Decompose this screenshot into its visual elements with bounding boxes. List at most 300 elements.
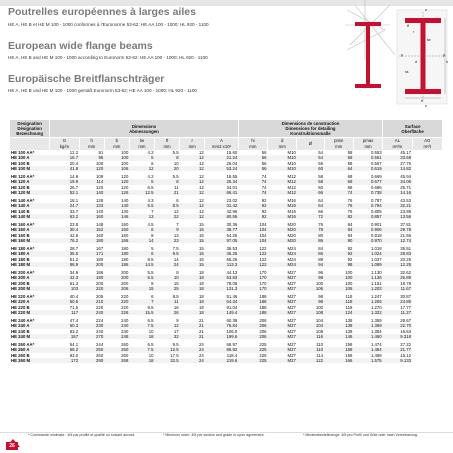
table-cell: 118.4 <box>226 352 238 358</box>
column-header <box>180 138 205 151</box>
table-row <box>10 203 443 208</box>
table-cell: 0.567 <box>370 160 382 166</box>
table-cell: 100 <box>315 280 324 286</box>
table-row <box>10 358 443 363</box>
section-designation: HE 220 A <box>10 299 50 304</box>
table-cell: 24.7 <box>50 203 79 208</box>
table-cell: 24 <box>198 352 204 358</box>
table-cell: 160 <box>104 227 129 232</box>
table-cell: 6 <box>151 294 154 299</box>
section-designation: HE 220 B <box>11 304 30 310</box>
section-designation: HE 160 AA* <box>11 222 35 227</box>
table-cell: 97.05 <box>205 238 239 243</box>
table-cell: 186 <box>96 270 104 275</box>
table-cell: 53.83 <box>205 275 239 280</box>
table-cell: 8 <box>154 179 179 184</box>
table-cell: 248 <box>104 334 129 339</box>
table-cell: 15 <box>173 280 179 286</box>
table-cell: 12 <box>198 198 204 203</box>
table-cell: 9 <box>176 318 179 323</box>
table-row <box>10 155 443 160</box>
table-cell: 0.669 <box>370 174 382 179</box>
table-cell: 5 <box>129 179 154 184</box>
table-cell: 7 <box>176 222 179 227</box>
table-cell: 74 <box>324 190 353 195</box>
table-cell: 120 <box>79 166 104 171</box>
table-cell: 8.5 <box>172 294 179 299</box>
section-designation: HE 180 AA* <box>11 246 35 251</box>
table-cell: M20 <box>268 227 297 232</box>
table-cell: M27 <box>268 310 297 315</box>
table-cell: 100 <box>104 155 129 160</box>
table-row <box>10 233 443 238</box>
table-cell: 170 <box>238 286 267 291</box>
table-cell: 12 <box>180 203 205 208</box>
table-cell: M10 <box>287 150 296 155</box>
table-cell: 225 <box>259 342 267 347</box>
table-cell: M27 <box>268 334 297 339</box>
table-cell: 148 <box>96 222 104 227</box>
column-unit: mm <box>138 144 146 149</box>
table-cell: 23 <box>154 238 179 243</box>
table-cell: M27 <box>268 299 297 304</box>
table-cell: 10 <box>148 352 154 358</box>
table-cell: 200 <box>121 270 129 275</box>
section-designation: HE 200 B <box>11 280 30 286</box>
column-header <box>383 138 412 151</box>
table-cell: 37.81 <box>400 222 412 227</box>
table-cell: 22.70 <box>383 323 412 328</box>
table-row <box>10 257 443 262</box>
table-cell: 1.369 <box>353 323 382 328</box>
section-designation: HE 160 M <box>10 238 50 243</box>
table-cell: 1.575 <box>353 358 382 363</box>
table-cell: 122 <box>259 246 267 251</box>
table-cell: 5 <box>151 246 154 251</box>
table-cell: 220 <box>121 304 129 310</box>
table-cell: 138 <box>324 323 353 328</box>
table-cell: 122 <box>259 256 267 262</box>
table-cell: 47.4 <box>69 318 79 323</box>
table-cell: 108 <box>297 310 324 315</box>
column-unit: m²/m <box>392 144 403 149</box>
table-cell: 186 <box>104 262 129 267</box>
dim-d-label: d <box>415 60 417 64</box>
table-cell: 13.56 <box>383 214 412 219</box>
table-cell: 0.677 <box>353 179 382 184</box>
table-cell: 17.5 <box>170 352 179 358</box>
table-cell: M27 <box>287 270 296 275</box>
table-cell: 13 <box>173 232 179 238</box>
table-cell: 61.3 <box>69 280 79 286</box>
section-designation: HE 240 M <box>10 334 50 339</box>
table-cell: 30.36 <box>226 222 238 227</box>
table-cell: 21.24 <box>205 155 239 160</box>
table-cell: 116 <box>297 334 324 339</box>
table-cell: 4.3 <box>147 198 154 203</box>
table-cell: 100 <box>121 150 129 155</box>
table-cell: 0.794 <box>353 203 382 208</box>
table-cell: 170 <box>259 270 267 275</box>
table-cell: 54.25 <box>226 232 238 238</box>
table-cell: 4.2 <box>147 150 154 155</box>
column-symbol: b <box>115 138 118 143</box>
table-cell: 24.85 <box>383 299 412 304</box>
table-cell: M20 <box>268 238 297 243</box>
table-cell: 6 <box>129 251 154 256</box>
table-cell: 12 <box>198 208 204 214</box>
table-cell: 12 <box>180 179 205 184</box>
table-cell: 103 <box>50 286 79 291</box>
table-cell: 32.21 <box>383 203 412 208</box>
table-cell: 120 <box>104 179 129 184</box>
table-cell: 100 <box>96 160 104 166</box>
table-cell: 30.4 <box>50 227 79 232</box>
table-cell: 10 <box>148 328 154 334</box>
table-cell: 56 <box>238 155 267 160</box>
table-cell: 200 <box>104 275 129 280</box>
table-cell: 45.17 <box>400 150 412 155</box>
table-cell: 1.460 <box>353 334 382 339</box>
dim-r-label: r <box>413 30 415 34</box>
table-cell: 92 <box>238 214 267 219</box>
title-french: Poutrelles européennes à larges ailes <box>8 6 196 18</box>
table-cell: 20 <box>154 166 179 171</box>
table-cell: 180 <box>104 251 129 256</box>
table-cell: 21.77 <box>383 347 412 352</box>
footnote-german: * Mindestbestellmenge: 40t pro Profil und Güte oder nach Vereinbarung. <box>303 433 418 437</box>
section-designation: HE 260 A <box>10 347 50 352</box>
table-cell: 40.4 <box>69 294 79 299</box>
table-cell: 18 <box>129 358 154 363</box>
table-cell: 84 <box>318 246 324 251</box>
table-cell: 68 <box>324 179 353 184</box>
table-cell: 38.77 <box>205 227 239 232</box>
table-cell: 9.318 <box>383 334 412 339</box>
table-cell: 260 <box>96 352 104 358</box>
table-cell: 14.5 <box>129 262 154 267</box>
section-designation: HE 180 B <box>11 256 30 262</box>
table-cell: 6 <box>176 198 179 203</box>
table-cell: 210 <box>79 299 104 304</box>
table-cell: 206 <box>259 318 267 323</box>
table-row <box>10 275 443 280</box>
table-cell: 9.133 <box>383 358 412 363</box>
table-row <box>10 323 443 328</box>
table-cell: 126 <box>104 190 129 195</box>
section-designation: HE 120 AA* <box>11 174 35 179</box>
table-cell: 260 <box>121 342 129 347</box>
table-cell: 140 <box>121 208 129 214</box>
table-cell: 18.1 <box>69 198 79 203</box>
table-cell: 64 <box>318 198 324 203</box>
dim-tf-label: tf <box>407 24 409 28</box>
table-cell: 74 <box>261 174 267 179</box>
table-cell: 7 <box>151 208 154 214</box>
table-cell: 98 <box>297 275 324 280</box>
axis-z-label-bottom: z <box>425 103 427 108</box>
header-dimensions: Dimensions Abmessungen <box>50 120 238 138</box>
table-cell: 5.5 <box>172 174 179 179</box>
table-cell: 34.6 <box>69 270 79 275</box>
table-cell: 17.77 <box>400 304 412 310</box>
table-cell: 66.41 <box>205 190 239 195</box>
table-cell: 131.3 <box>205 286 239 291</box>
table-cell: 16.12 <box>400 352 412 358</box>
section-designation: HE 200 M <box>10 286 50 291</box>
table-cell: 83.2 <box>69 328 79 334</box>
table-cell: 1.384 <box>370 328 382 334</box>
table-cell: 146 <box>324 334 353 339</box>
table-cell: 60 <box>318 184 324 190</box>
table-cell: 4.2 <box>147 174 154 179</box>
table-cell: 0.970 <box>353 238 382 243</box>
table-cell: 29.78 <box>383 227 412 232</box>
table-cell: 19.9 <box>50 179 79 184</box>
table-cell: 88 <box>318 256 324 262</box>
table-cell: 220 <box>104 299 129 304</box>
table-cell: 9.5 <box>147 304 154 310</box>
table-cell: 146 <box>104 214 129 219</box>
table-group-header-row <box>10 120 443 138</box>
table-cell: 18 <box>180 299 205 304</box>
table-row <box>10 353 443 358</box>
table-cell: 36.53 <box>226 246 238 251</box>
table-cell: 53.24 <box>205 166 239 171</box>
section-designation: HE 140 M <box>10 214 50 219</box>
table-cell: 200 <box>79 262 104 267</box>
table-cell: 24 <box>180 358 205 363</box>
table-cell: 80 <box>318 232 324 238</box>
table-cell: 14.82 <box>383 166 412 171</box>
table-cell: 0.619 <box>353 166 382 171</box>
column-header <box>324 138 353 151</box>
table-cell: 26.04 <box>226 160 238 166</box>
section-designation: HE 180 A <box>10 251 50 256</box>
column-unit: m²/t <box>423 144 431 149</box>
table-cell: 206 <box>238 323 267 328</box>
table-cell: 220 <box>79 286 104 291</box>
table-cell: 58 <box>324 155 353 160</box>
section-designation: HE 100 AA* <box>11 150 35 155</box>
table-cell: 14.16 <box>383 190 412 195</box>
column-header <box>205 138 239 151</box>
column-symbol: AL <box>394 138 400 143</box>
table-cell: 22 <box>154 214 179 219</box>
column-header <box>297 138 324 151</box>
table-column-header-row <box>10 138 443 151</box>
table-cell: 12 <box>173 208 179 214</box>
table-cell: 240 <box>104 323 129 328</box>
title-german: Europäische Breitflanschträger <box>8 73 165 85</box>
table-cell: 96 <box>79 155 104 160</box>
table-cell: 190 <box>79 275 104 280</box>
table-cell: 1.089 <box>353 262 382 267</box>
table-cell: 71.5 <box>69 304 79 310</box>
table-cell: 0.918 <box>370 232 382 238</box>
table-cell: 86.82 <box>205 347 239 352</box>
table-cell: M27 <box>287 294 296 299</box>
table-cell: M27 <box>268 275 297 280</box>
table-cell: 1.255 <box>353 299 382 304</box>
table-cell: 1.037 <box>370 256 382 262</box>
table-cell: 7.5 <box>129 323 154 328</box>
table-cell: 100 <box>345 270 353 275</box>
table-cell: 34.06 <box>383 179 412 184</box>
table-cell: 94 <box>297 262 324 267</box>
table-cell: 84 <box>347 232 353 238</box>
table-cell: M16 <box>268 203 297 208</box>
table-cell: 0.561 <box>353 155 382 160</box>
table-cell: 106 <box>104 166 129 171</box>
column-header <box>238 138 267 151</box>
table-cell: 114 <box>79 179 104 184</box>
table-cell: 1.130 <box>370 270 382 275</box>
table-cell: 188 <box>259 304 267 310</box>
table-row <box>10 179 443 184</box>
column-header <box>104 138 129 151</box>
table-cell: 32 <box>154 334 179 339</box>
table-cell: 152 <box>79 227 104 232</box>
table-cell: 66 <box>318 208 324 214</box>
table-cell: 205 <box>96 294 104 299</box>
table-cell: 98 <box>318 294 324 299</box>
table-cell: 171 <box>79 251 104 256</box>
table-cell: 56 <box>238 166 267 171</box>
table-cell: 12 <box>180 155 205 160</box>
table-cell: 260 <box>121 352 129 358</box>
table-cell: M12 <box>268 179 297 184</box>
table-cell: 110 <box>297 347 324 352</box>
table-cell: 92 <box>238 203 267 208</box>
table-row <box>10 334 443 339</box>
column-unit: mm <box>88 144 96 149</box>
table-cell: 12.25 <box>383 262 412 267</box>
table-cell: 6.5 <box>147 184 154 190</box>
section-designation: HE 240 B <box>11 328 30 334</box>
table-cell: 60.3 <box>50 323 79 328</box>
table-cell: 172 <box>50 358 79 363</box>
table-cell: 26 <box>154 310 179 315</box>
table-cell: 13 <box>129 214 154 219</box>
table-row <box>10 286 443 291</box>
column-header <box>79 138 104 151</box>
table-cell: 140 <box>79 190 104 195</box>
table-cell: 12.5 <box>154 347 179 352</box>
table-cell: 8 <box>154 155 179 160</box>
table-cell: 1.018 <box>370 246 382 251</box>
section-designation: HE 140 AA* <box>11 198 35 203</box>
table-cell: 92 <box>261 198 267 203</box>
column-unit: mm <box>163 144 171 149</box>
table-cell: 188 <box>259 294 267 299</box>
table-cell: 180 <box>79 238 104 243</box>
table-cell: 10 <box>173 160 179 166</box>
table-cell: 56 <box>261 160 267 166</box>
table-cell: 84 <box>324 227 353 232</box>
table-cell: 166 <box>324 358 353 363</box>
table-cell: M27 <box>268 323 297 328</box>
table-cell: 9.5 <box>172 342 179 347</box>
footnote-english: * Minimum order: 40t per section and grade or upon agreement. <box>163 433 265 437</box>
table-cell: 180 <box>121 246 129 251</box>
table-cell: 6.5 <box>147 342 154 347</box>
table-cell: 72 <box>297 214 324 219</box>
table-cell: 27.22 <box>400 342 412 347</box>
table-cell: 188 <box>238 299 267 304</box>
table-cell: 18 <box>198 270 204 275</box>
table-cell: 15 <box>198 246 204 251</box>
table-cell: 0.553 <box>370 150 382 155</box>
table-cell: 18 <box>180 286 205 291</box>
table-cell: 86 <box>297 251 324 256</box>
table-cell: 16 <box>173 304 179 310</box>
table-cell: 68.2 <box>50 347 79 352</box>
table-cell: 50.5 <box>50 299 79 304</box>
table-cell: 12 <box>198 184 204 190</box>
section-designation: HE 140 A <box>10 203 50 208</box>
table-cell: 24 <box>198 342 204 347</box>
table-cell: 11.67 <box>383 286 412 291</box>
table-cell: 240 <box>96 328 104 334</box>
table-cell: 104 <box>259 232 267 238</box>
table-cell: 18.55 <box>226 174 238 179</box>
table-cell: 206 <box>259 328 267 334</box>
table-cell: 64 <box>324 166 353 171</box>
table-row <box>10 161 443 166</box>
table-cell: 160 <box>121 222 129 227</box>
table-cell: 200 <box>121 280 129 286</box>
table-cell: 74 <box>238 190 267 195</box>
table-cell: 224 <box>96 318 104 323</box>
table-cell: 114 <box>316 352 324 358</box>
table-cell: M10 <box>268 166 297 171</box>
table-cell: M27 <box>287 328 296 334</box>
axis-y-label-left: y <box>401 52 403 57</box>
table-cell: 28.83 <box>383 251 412 256</box>
table-cell: 5.5 <box>147 270 154 275</box>
properties-table <box>10 120 443 363</box>
table-cell: 157 <box>50 334 79 339</box>
table-cell: 41.8 <box>50 166 79 171</box>
table-cell: 31.42 <box>205 203 239 208</box>
table-cell: 138 <box>345 328 353 334</box>
table-cell: 76 <box>347 198 353 203</box>
table-cell: 21 <box>180 334 205 339</box>
table-cell: M27 <box>287 342 296 347</box>
table-cell: 58 <box>347 150 353 155</box>
table-cell: 110 <box>316 342 324 347</box>
table-cell: 120 <box>96 184 104 190</box>
table-cell: 88.9 <box>50 262 79 267</box>
section-designation: HE 260 M <box>10 358 50 363</box>
table-cell: 42.3 <box>50 275 79 280</box>
table-cell: 1.499 <box>370 352 382 358</box>
table-cell: 11 <box>154 299 179 304</box>
section-designation: HE 100 B <box>11 160 30 166</box>
column-symbol: G <box>62 138 67 143</box>
table-cell: 133 <box>79 203 104 208</box>
table-cell: M16 <box>268 214 297 219</box>
table-cell: 170 <box>259 280 267 286</box>
table-cell: 82 <box>324 214 353 219</box>
table-cell: 15 <box>198 222 204 227</box>
table-cell: 65.25 <box>226 256 238 262</box>
column-symbol: pmax <box>362 138 374 143</box>
column-symbol: Ø <box>308 141 313 146</box>
table-cell: 106 <box>324 286 353 291</box>
table-cell: 25.34 <box>205 179 239 184</box>
